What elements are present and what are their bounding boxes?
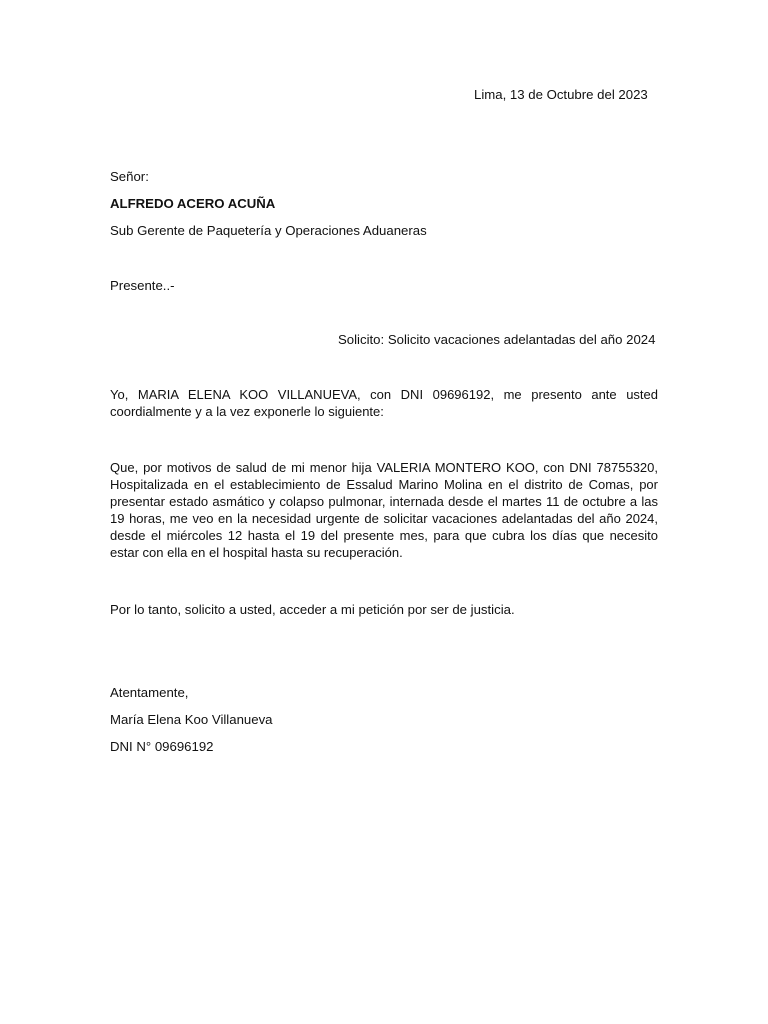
date-line: Lima, 13 de Octubre del 2023 [474,87,648,102]
recipient-title: Sub Gerente de Paquetería y Operaciones Aduaneras [110,223,427,238]
subject-line: Solicito: Solicito vacaciones adelantadas del año 2024 [338,332,656,347]
closing-line: Atentamente, [110,685,189,700]
signer-name: María Elena Koo Villanueva [110,712,273,727]
intro-paragraph: Yo, MARIA ELENA KOO VILLANUEVA, con DNI 09696192, me presento ante usted coordialmente y a la vez exponerle lo siguiente: [110,387,658,419]
conclusion-paragraph: Por lo tanto, solicito a usted, acceder a mi petición por ser de justicia. [110,602,515,617]
body-paragraph: Que, por motivos de salud de mi menor hija VALERIA MONTERO KOO, con DNI 78755320, Hospitalizada en el establecimiento de Essalud Marino Molina en el distrito de Comas, por presentar estado asmático y colapso pulmonar, internada desde el martes 11 de octubre a las 19 horas, me veo en la necesidad urgente de solicitar vacaciones adelantadas del año 2024, desde el miércoles 12 hasta el 19 del presente mes, para que cubra los días que necesito estar con ella en el hospital hasta su recuperación. [110,460,658,560]
presente-line: Presente..- [110,278,175,293]
salutation: Señor: [110,169,149,184]
recipient-name: ALFREDO ACERO ACUÑA [110,196,276,211]
signer-dni: DNI N° 09696192 [110,739,214,754]
